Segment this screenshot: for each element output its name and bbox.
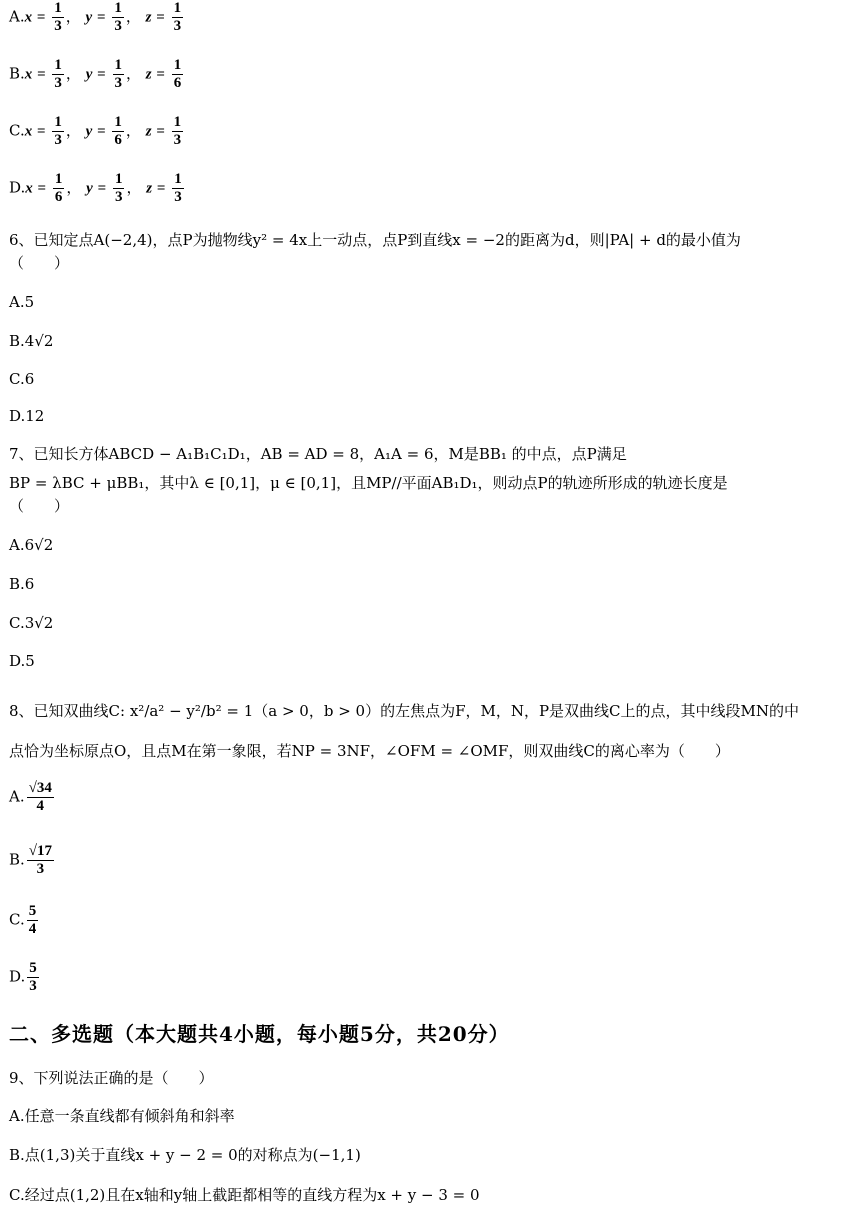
q9-option-c: C.经过点(1,2)且在x轴和y轴上截距都相等的直线方程为x + y − 3 = 0	[9, 1186, 480, 1204]
q6-option-a: A.5	[9, 293, 35, 311]
q6-option-d: D.12	[9, 407, 45, 425]
q8-option-c: C. $\frac{5}{4}$	[9, 903, 37, 937]
q8-option-a: A. $\frac{√34}{4}$	[9, 780, 52, 814]
q8-option-d: D. $\frac{5}{3}$	[9, 960, 37, 994]
q7-option-a: A.6√2	[9, 536, 54, 554]
q6-stem: 6、已知定点A(−2,4)，点P为抛物线y² = 4x上一动点，点P到直线x = −2的距离为d，则|PA| + d的最小值为	[9, 231, 741, 249]
q6-option-b: B.4√2	[9, 332, 54, 350]
q6-blank: （ ）	[9, 254, 70, 272]
q7-stem-line2: BP = λBC + μBB₁，其中λ ∈ [0,1]，μ ∈ [0,1]，且MP//平面AB₁D₁，则动点P的轨迹所形成的轨迹长度是	[9, 474, 728, 492]
q7-blank: （ ）	[9, 497, 70, 515]
q6-option-c: C.6	[9, 370, 35, 388]
q5-option-b: B.x = $\frac{1}{3}$ ， y = $\frac{1}{3}$ ， z = $\frac{1}{6}$	[9, 57, 182, 91]
q8-stem-line2: 点恰为坐标原点O，且点M在第一象限，若NP = 3NF，∠OFM = ∠OMF，则双曲线C的离心率为（ ）	[9, 742, 730, 760]
q8-stem-line1: 8、已知双曲线C: x²/a² − y²/b² = 1（a > 0，b > 0）的左焦点为F，M，N，P是双曲线C上的点，其中线段MN的中	[9, 702, 800, 720]
q9-option-a: A.任意一条直线都有倾斜角和斜率	[9, 1107, 235, 1125]
q7-option-b: B.6	[9, 575, 35, 593]
q7-stem-line1: 7、已知长方体ABCD − A₁B₁C₁D₁，AB = AD = 8，A₁A = 6，M是BB₁ 的中点，点P满足	[9, 445, 627, 463]
q5-option-c: C.x = $\frac{1}{3}$ ， y = $\frac{1}{6}$ ， z = $\frac{1}{3}$	[9, 114, 182, 148]
q8-option-b: B. $\frac{√17}{3}$	[9, 843, 53, 877]
q5-option-a: A.x = $\frac{1}{3}$ ， y = $\frac{1}{3}$ ， z = $\frac{1}{3}$	[9, 0, 182, 34]
q7-option-d: D.5	[9, 652, 35, 670]
q5-option-d: D.x = $\frac{1}{6}$ ， y = $\frac{1}{3}$ ， z = $\frac{1}{3}$	[9, 171, 182, 205]
q9-option-b: B.点(1,3)关于直线x + y − 2 = 0的对称点为(−1,1)	[9, 1146, 361, 1164]
q9-stem: 9、下列说法正确的是（ ）	[9, 1069, 214, 1087]
q7-option-c: C.3√2	[9, 614, 54, 632]
section-heading-multi-choice: 二、多选题（本大题共4小题，每小题5分，共20分）	[9, 1022, 510, 1046]
